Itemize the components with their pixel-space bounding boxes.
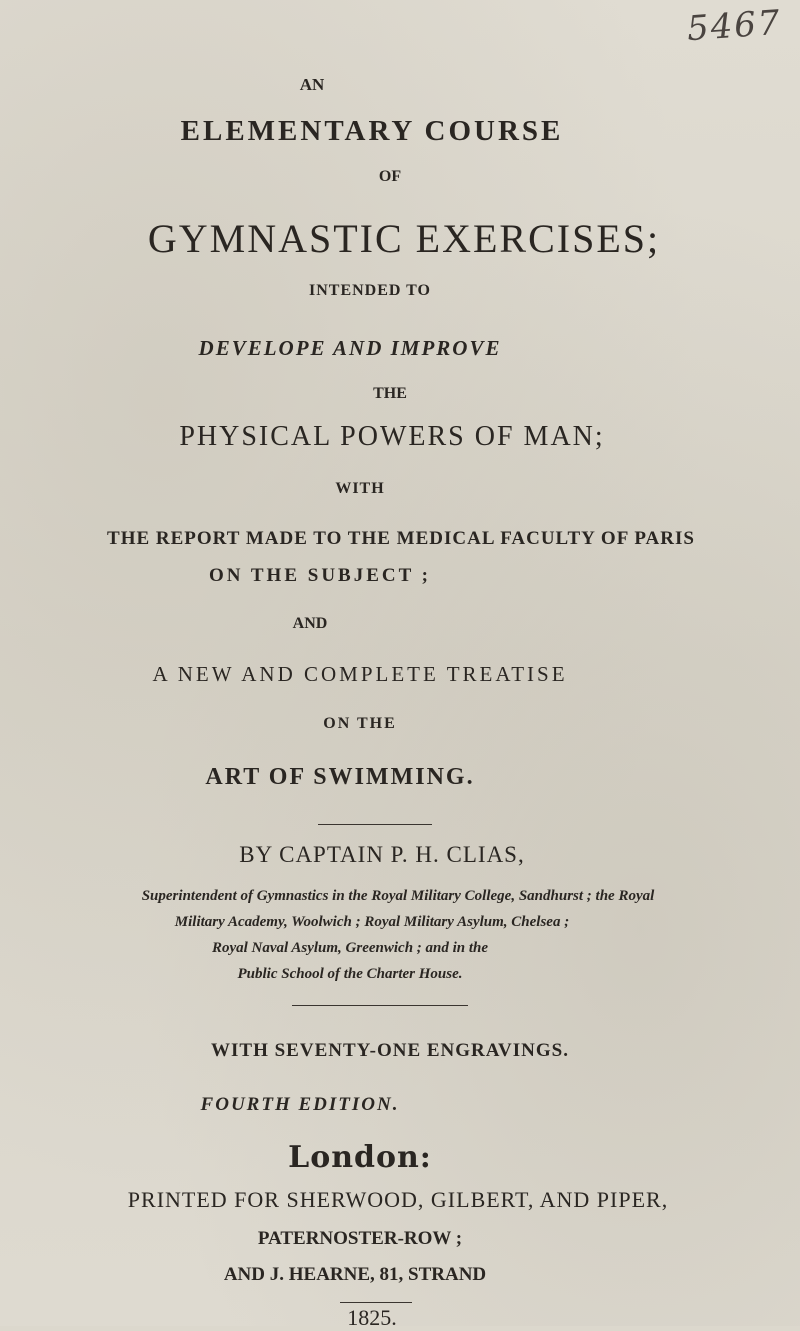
- on-the-subject-line: ON THE SUBJECT ;: [208, 565, 432, 586]
- printer-line-3: AND J. HEARNE, 81, STRAND: [223, 1264, 487, 1285]
- credentials-line-3: Royal Naval Asylum, Greenwich ; and in the: [211, 940, 489, 956]
- city-london: London:: [288, 1140, 432, 1175]
- new-treatise-line: A NEW AND COMPLETE TREATISE: [152, 662, 568, 686]
- report-line: THE REPORT MADE TO THE MEDICAL FACULTY OF PARIS: [107, 528, 695, 549]
- credentials-line-4: Public School of the Charter House.: [237, 966, 463, 982]
- divider-rule: [292, 1005, 468, 1006]
- author-line: BY CAPTAIN P. H. CLIAS,: [239, 842, 525, 867]
- word-the: THE: [373, 385, 407, 402]
- title-physical-powers: PHYSICAL POWERS OF MAN;: [179, 421, 605, 452]
- divider-rule: [318, 824, 432, 825]
- word-of: OF: [378, 168, 402, 185]
- phrase-develope-and-improve: DEVELOPE AND IMPROVE: [198, 336, 502, 360]
- credentials-line-2: Military Academy, Woolwich ; Royal Military Asylum, Chelsea ;: [174, 914, 570, 930]
- year-line: 1825.: [347, 1305, 397, 1330]
- edition-line: FOURTH EDITION.: [200, 1094, 400, 1115]
- phrase-on-the: ON THE: [323, 715, 397, 732]
- divider-rule: [340, 1302, 412, 1303]
- phrase-intended-to: INTENDED TO: [309, 282, 431, 299]
- printer-line-2: PATERNOSTER-ROW ;: [257, 1228, 463, 1249]
- credentials-line-1: Superintendent of Gymnastics in the Royal Military College, Sandhurst ; the Royal: [141, 888, 655, 904]
- word-and: AND: [292, 615, 328, 632]
- engravings-line: WITH SEVENTY-ONE ENGRAVINGS.: [211, 1040, 569, 1061]
- title-elementary-course: ELEMENTARY COURSE: [180, 115, 564, 147]
- title-art-of-swimming: ART OF SWIMMING.: [205, 764, 475, 790]
- printer-line-1: PRINTED FOR SHERWOOD, GILBERT, AND PIPER,: [127, 1187, 669, 1212]
- title-gymnastic-exercises: GYMNASTIC EXERCISES;: [147, 216, 661, 261]
- word-an: AN: [299, 75, 325, 94]
- shelfmark-handwritten: 5467: [686, 2, 784, 50]
- word-with: WITH: [335, 480, 385, 497]
